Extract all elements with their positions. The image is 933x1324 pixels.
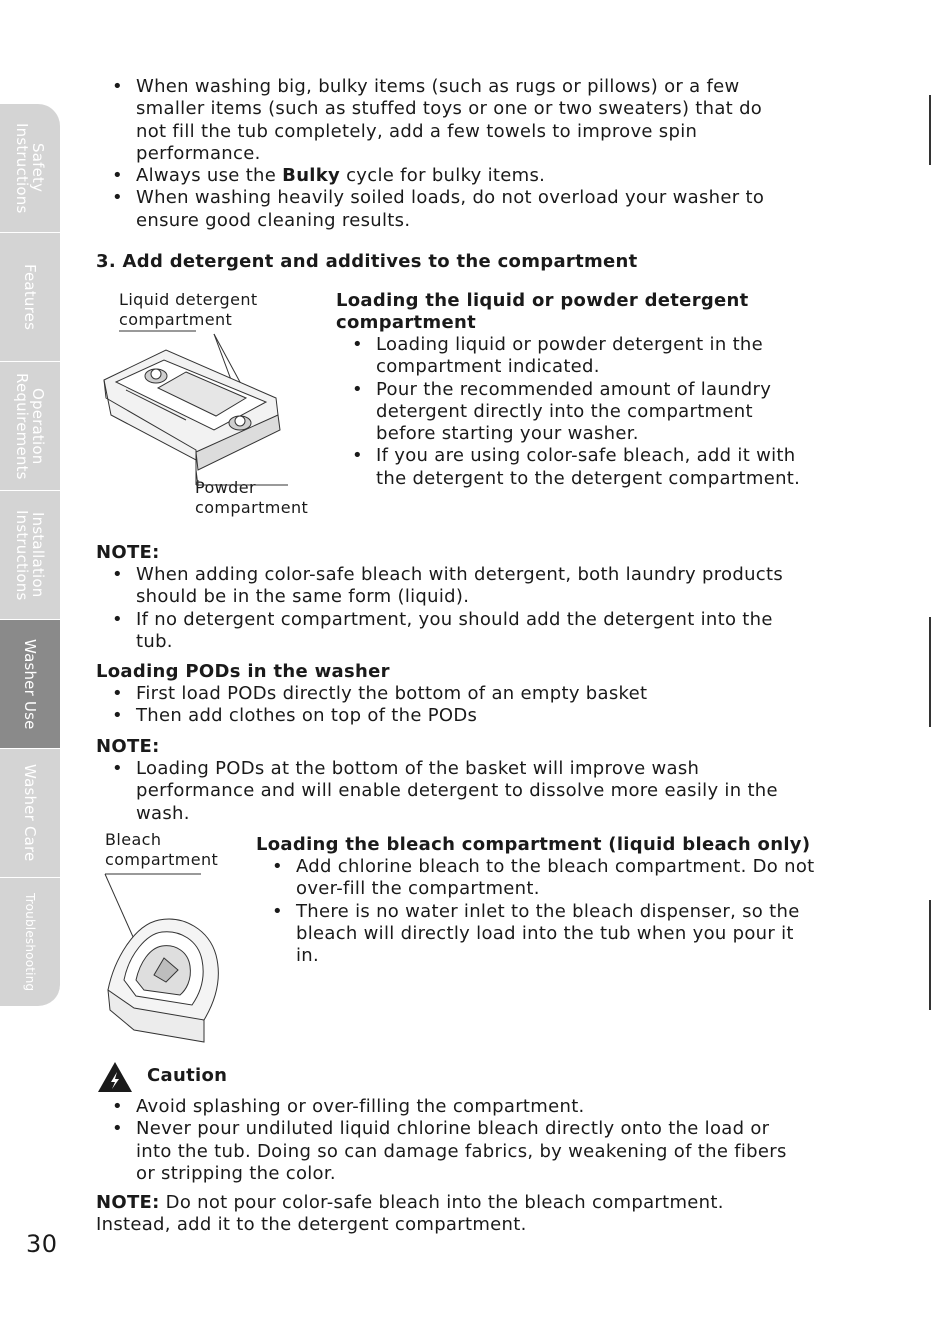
pods-heading: Loading PODs in the washer <box>96 661 390 682</box>
final-note <box>96 1192 796 1237</box>
list-item: • Always use the Bulky cycle for bulky items. <box>96 165 796 187</box>
final-note-label: NOTE: <box>96 1192 160 1213</box>
detergent-list <box>336 334 816 490</box>
note-heading: NOTE: <box>96 736 160 757</box>
list-item: • When washing heavily soiled loads, do not overload your washer to ensure good cleaning results. <box>96 187 796 232</box>
step-heading: 3. Add detergent and additives to the compartment <box>96 251 638 272</box>
list-item: • Loading liquid or powder detergent in the compartment indicated. <box>336 334 816 379</box>
tab-installation-instructions[interactable] <box>0 491 60 620</box>
list-item: • If you are using color-safe bleach, add it with the detergent to the detergent compartment. <box>336 445 816 490</box>
list-item: • Then add clothes on top of the PODs <box>96 705 796 727</box>
list-item: • Never pour undiluted liquid chlorine bleach directly onto the load or into the tub. Doing so can damage fabrics, by weakening of the fibers or stripping the color. <box>96 1118 796 1185</box>
tab-washer-use[interactable] <box>0 620 60 749</box>
detergent-drawer-drawing <box>96 290 326 520</box>
note-heading: NOTE: <box>96 542 160 563</box>
caution-list <box>96 1096 796 1185</box>
tab-features[interactable] <box>0 233 60 362</box>
list-item: • When adding color-safe bleach with detergent, both laundry products should be in the same form (liquid). <box>96 564 796 609</box>
final-note-text: Do not pour color-safe bleach into the bleach compartment. Instead, add it to the detergent compartment. <box>96 1192 724 1236</box>
tab-label: Washer Care <box>21 764 39 862</box>
list-item: • Avoid splashing or over-filling the compartment. <box>96 1096 796 1118</box>
list-item: • Pour the recommended amount of laundry detergent directly into the compartment before starting your washer. <box>336 379 816 446</box>
tab-label: Installation Instructions <box>13 509 47 601</box>
pods-list <box>96 683 796 728</box>
liquid-compartment-label: Liquid detergent compartment <box>119 290 258 329</box>
bulky-items-list <box>96 76 796 232</box>
bleach-compartment-label: Bleach compartment <box>105 830 219 869</box>
tab-troubleshooting[interactable] <box>0 878 60 1007</box>
list-item: • Add chlorine bleach to the bleach compartment. Do not over-fill the compartment. <box>256 856 816 901</box>
bleach-list <box>256 856 816 967</box>
list-item: • When washing big, bulky items (such as rugs or pillows) or a few smaller items (such as stuffed toys or one or two sweaters) that do not fill the tub completely, add a few towels to improve spin performance. <box>96 76 796 165</box>
tab-washer-care[interactable] <box>0 749 60 878</box>
page-number: 30 <box>26 1230 58 1258</box>
detergent-drawer-figure <box>96 290 326 520</box>
bleach-dispenser-drawing <box>104 830 254 1055</box>
list-item: • Loading PODs at the bottom of the basket will improve wash performance and will enable detergent to dissolve more easily in the wash. <box>96 758 796 825</box>
tab-label: Troubleshooting <box>23 892 37 992</box>
detergent-section-heading: Loading the liquid or powder detergent compartment <box>336 290 749 334</box>
edge-line <box>929 95 931 165</box>
caution-heading: Caution <box>147 1065 228 1086</box>
tab-safety-instructions[interactable] <box>0 104 60 233</box>
list-item: • There is no water inlet to the bleach dispenser, so the bleach will directly load into the tub when you pour it in. <box>256 901 816 968</box>
tab-label: Safety Instructions <box>13 122 47 214</box>
edge-line <box>929 900 931 1010</box>
powder-compartment-label: Powder compartment <box>195 478 309 517</box>
note-list <box>96 564 796 653</box>
tab-operation-requirements[interactable] <box>0 362 60 491</box>
edge-line <box>929 617 931 727</box>
warning-icon <box>97 1061 133 1093</box>
list-item: • First load PODs directly the bottom of an empty basket <box>96 683 796 705</box>
bleach-compartment-figure <box>104 830 254 1055</box>
tab-label: Operation Requirements <box>13 372 47 480</box>
tab-label: Features <box>21 263 39 331</box>
tab-label: Washer Use <box>21 638 39 730</box>
section-tabs <box>0 104 60 1000</box>
note-list <box>96 758 796 825</box>
bleach-section-heading: Loading the bleach compartment (liquid bleach only) <box>256 834 811 855</box>
list-item: • If no detergent compartment, you should add the detergent into the tub. <box>96 609 796 654</box>
